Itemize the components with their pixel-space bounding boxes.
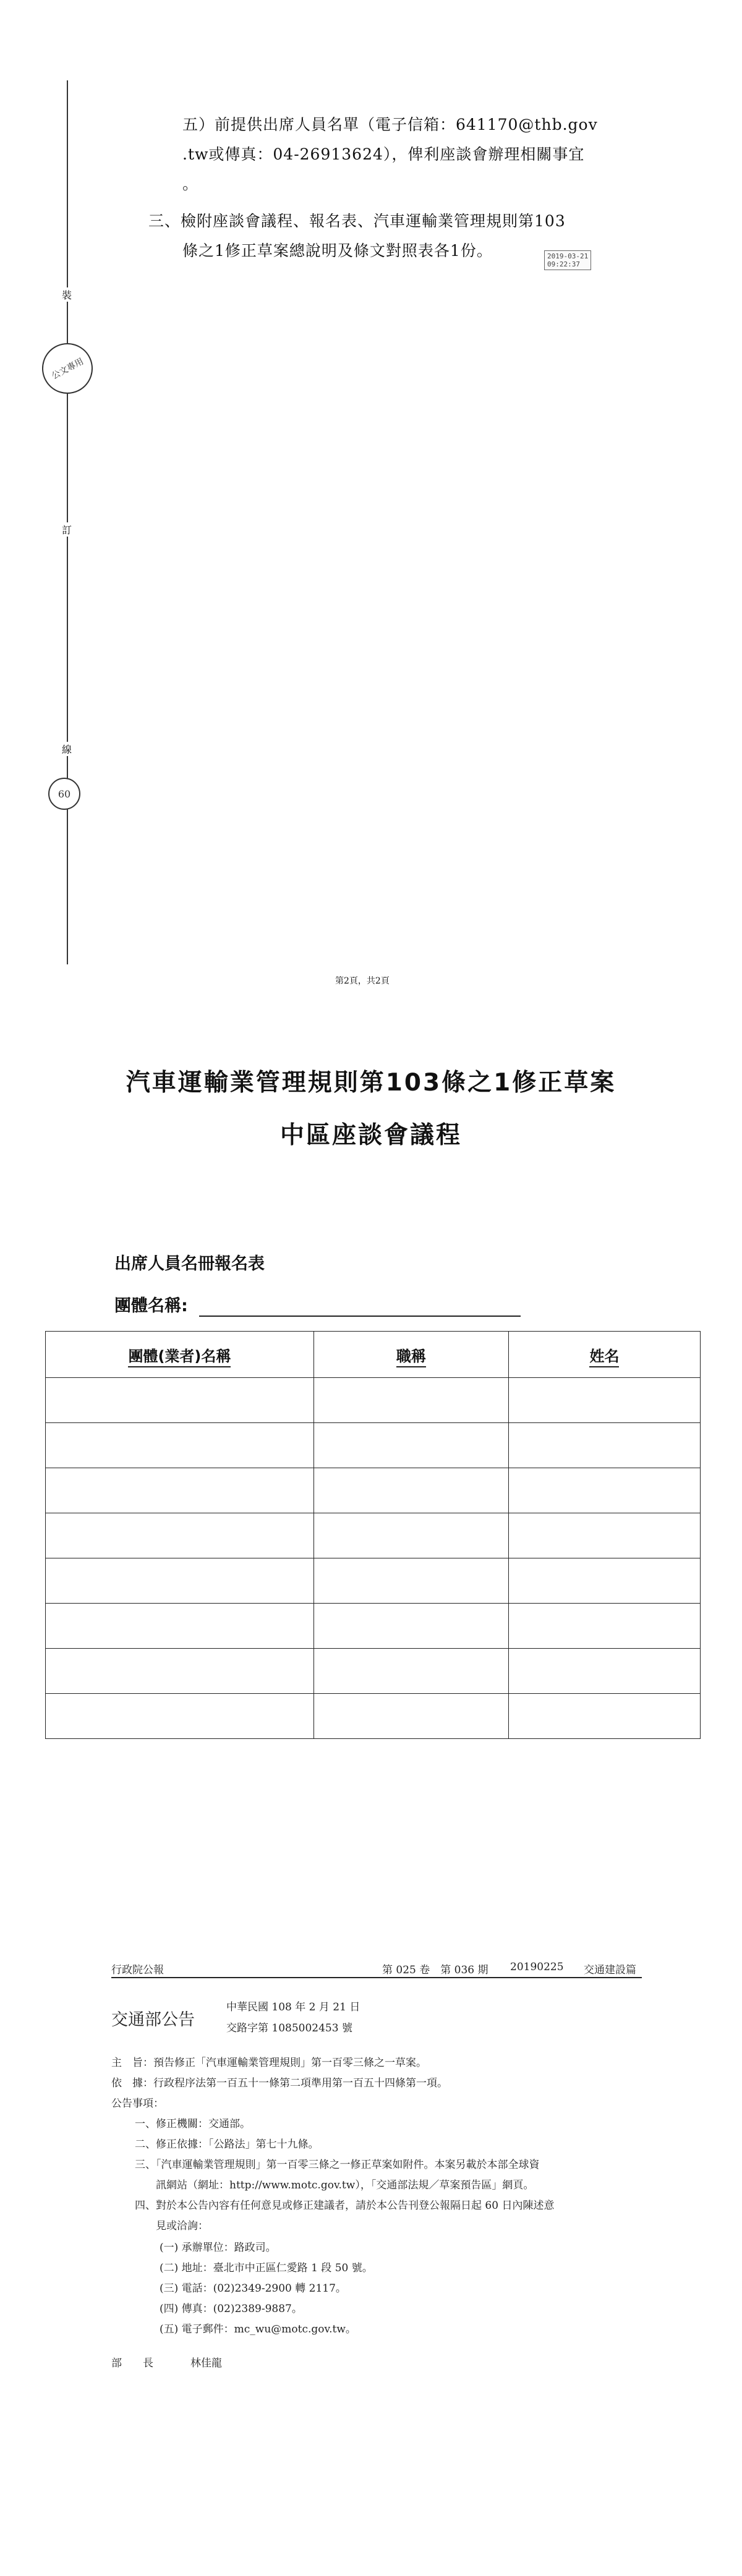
table-cell[interactable] <box>508 1604 700 1649</box>
table-cell[interactable] <box>46 1423 314 1468</box>
notice-item-2: 二、修正依據：「公路法」第七十九條。 <box>135 2138 319 2151</box>
page-footer: 第2頁，共2頁 <box>335 976 390 986</box>
notice-item-3a: 三、「汽車運輸業管理規則」第一百零三條之一修正草案如附件。本案另載於本部全球資 <box>135 2159 540 2171</box>
table-row <box>46 1468 701 1513</box>
notice-item-4a: 四、對於本公告內容有任何意見或修正建議者，請於本公告刊登公報隔日起 60 日內陳述意 <box>135 2200 555 2212</box>
table-row <box>46 1423 701 1468</box>
notice-doc-number: 交路字第 1085002453 號 <box>226 2022 352 2034</box>
gazette-header-rule <box>111 1977 642 1978</box>
table-cell[interactable] <box>46 1513 314 1558</box>
item5-line1: 五）前提供出席人員名單（電子信箱：641170@thb.gov <box>182 116 598 134</box>
binding-char-xian: 線 <box>60 742 74 756</box>
signature-title: 部 長 <box>111 2357 153 2370</box>
notice-item-1: 一、修正機關：交通部。 <box>135 2118 250 2130</box>
stamp-time: 09:22:37 <box>547 260 580 268</box>
registration-table <box>45 1331 701 1739</box>
gazette-header-left: 行政院公報 <box>111 1964 164 1976</box>
table-cell[interactable] <box>508 1378 700 1423</box>
item3-line2: 條之1修正草案總說明及條文對照表各1份。 <box>182 242 493 260</box>
table-row <box>46 1513 701 1558</box>
notice-date: 中華民國 108 年 2 月 21 日 <box>226 2001 360 2013</box>
contact-email: (五) 電子郵件：mc_wu@motc.gov.tw。 <box>160 2323 356 2336</box>
table-header-row <box>46 1332 701 1378</box>
table-cell[interactable] <box>508 1423 700 1468</box>
gazette-header-section: 交通建設篇 <box>584 1964 636 1976</box>
item5-line2: .tw或傳真：04-26913624），俾利座談會辦理相關事宜 <box>182 145 585 163</box>
table-cell[interactable] <box>313 1604 508 1649</box>
table-cell[interactable] <box>508 1694 700 1739</box>
table-cell[interactable] <box>313 1513 508 1558</box>
table-cell[interactable] <box>313 1378 508 1423</box>
seal-text: 公文專用 <box>49 356 85 382</box>
table-cell[interactable] <box>508 1468 700 1513</box>
table-cell[interactable] <box>46 1378 314 1423</box>
table-cell[interactable] <box>508 1558 700 1604</box>
signature-name: 林佳龍 <box>190 2357 222 2370</box>
contact-unit: (一) 承辦單位：路政司。 <box>160 2242 276 2254</box>
col-header-title: 職稱 <box>313 1332 508 1378</box>
table-cell[interactable] <box>313 1649 508 1694</box>
notice-basis: 依 據：行政程序法第一百五十一條第二項準用第一百五十四條第一項。 <box>111 2077 448 2089</box>
gazette-header-date: 20190225 <box>510 1961 564 1973</box>
item5-line3: 。 <box>182 175 199 193</box>
table-row <box>46 1378 701 1423</box>
table-cell[interactable] <box>46 1649 314 1694</box>
table-row <box>46 1649 701 1694</box>
table-cell[interactable] <box>508 1649 700 1694</box>
item3-line1: 三、檢附座談會議程、報名表、汽車運輸業管理規則第103 <box>148 212 566 230</box>
table-cell[interactable] <box>313 1694 508 1739</box>
stamp-date: 2019-03-21 <box>547 252 589 260</box>
col-header-name: 姓名 <box>508 1332 700 1378</box>
notice-items-header: 公告事項： <box>111 2098 164 2110</box>
table-row <box>46 1558 701 1604</box>
official-seal <box>33 334 102 403</box>
seal-number: 60 <box>58 788 71 800</box>
table-cell[interactable] <box>508 1513 700 1558</box>
table-row <box>46 1694 701 1739</box>
seal-number-badge <box>48 778 80 810</box>
group-name-underline <box>199 1316 521 1317</box>
contact-phone: (三) 電話：(02)2349-2900 轉 2117。 <box>160 2282 346 2295</box>
binding-char-ding: 訂 <box>60 522 74 537</box>
col-header-organization: 團體(業者)名稱 <box>46 1332 314 1378</box>
table-cell[interactable] <box>313 1468 508 1513</box>
notice-subject: 主 旨：預告修正「汽車運輸業管理規則」第一百零三條之一草案。 <box>111 2057 427 2069</box>
gazette-header-issue: 第 025 卷 第 036 期 <box>382 1964 488 1976</box>
group-name-label: 團體名稱: <box>114 1296 188 1316</box>
binding-char-zhuang: 裝 <box>60 287 74 302</box>
agenda-title-line2: 中區座談會議程 <box>279 1121 462 1149</box>
notice-item-3b: 訊網站（網址：http://www.motc.gov.tw），「交通部法規／草案預告區」網頁。 <box>135 2179 534 2191</box>
table-cell[interactable] <box>46 1694 314 1739</box>
contact-address: (二) 地址：臺北市中正區仁愛路 1 段 50 號。 <box>160 2262 373 2274</box>
receipt-stamp <box>544 250 591 270</box>
ministry-title: 交通部公告 <box>111 2010 195 2030</box>
contact-fax: (四) 傳真：(02)2389-9887。 <box>160 2303 302 2315</box>
table-cell[interactable] <box>46 1468 314 1513</box>
table-row <box>46 1604 701 1649</box>
agenda-title-line1: 汽車運輸業管理規則第103條之1修正草案 <box>126 1069 616 1097</box>
table-cell[interactable] <box>313 1423 508 1468</box>
table-cell[interactable] <box>46 1604 314 1649</box>
table-cell[interactable] <box>46 1558 314 1604</box>
form-title: 出席人員名冊報名表 <box>114 1254 265 1273</box>
notice-item-4b: 見或洽詢： <box>135 2220 208 2232</box>
table-cell[interactable] <box>313 1558 508 1604</box>
